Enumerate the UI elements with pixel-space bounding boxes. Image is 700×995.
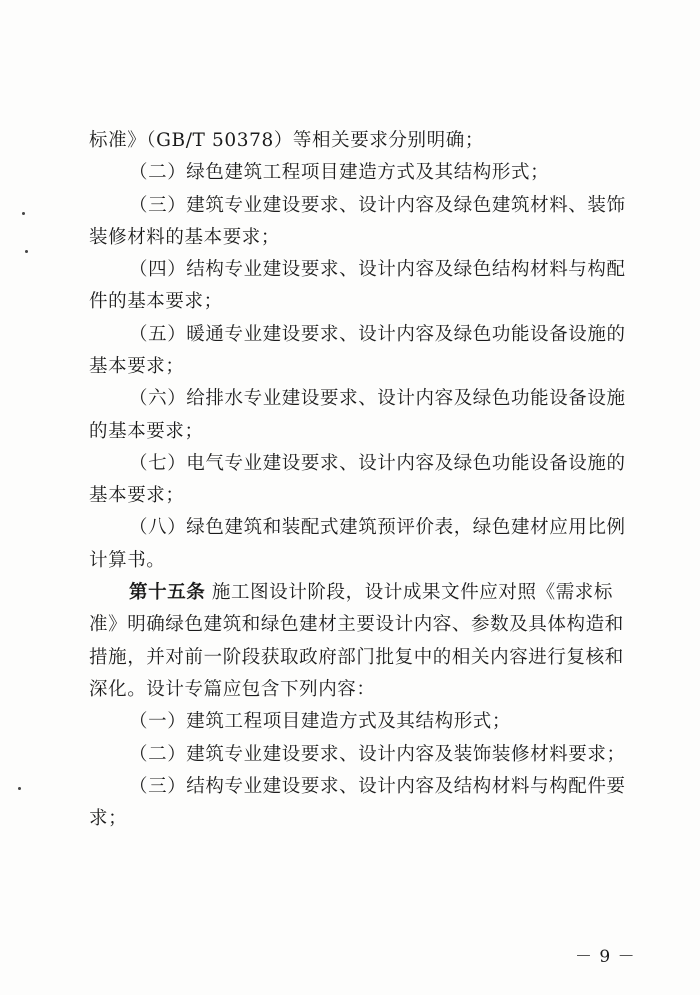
text-line: 求； xyxy=(89,808,128,829)
text-line: （四）结构专业建设要求、设计内容及绿色结构材料与构配 xyxy=(129,259,626,280)
text-line: （七）电气专业建设要求、设计内容及绿色功能设备设施的 xyxy=(129,453,626,474)
text-line: 基本要求； xyxy=(89,356,185,377)
text-line: （二）绿色建筑工程项目建造方式及其结构形式； xyxy=(129,162,550,183)
text-line: （五）暖通专业建设要求、设计内容及绿色功能设备设施的 xyxy=(129,324,626,345)
text-line: 标准》（GB/T 50378）等相关要求分别明确； xyxy=(89,130,484,151)
article-text: 施工图设计阶段，设计成果文件应对照《需求标 xyxy=(211,582,613,603)
text-line: 装修材料的基本要求； xyxy=(89,227,281,248)
article-heading: 第十五条 xyxy=(129,582,206,603)
page-number: － 9 － xyxy=(575,947,636,967)
scan-speck xyxy=(25,250,28,253)
text-line: 计算书。 xyxy=(89,550,166,571)
text-line: 的基本要求； xyxy=(89,421,204,442)
text-line: （八）绿色建筑和装配式建筑预评价表，绿色建材应用比例 xyxy=(129,517,626,538)
text-line: 措施，并对前一阶段获取政府部门批复中的相关内容进行复核和 xyxy=(89,647,624,668)
text-line: 深化。设计专篇应包含下列内容： xyxy=(89,679,376,700)
text-line: （三）结构专业建设要求、设计内容及结构材料与构配件要 xyxy=(129,776,626,797)
scan-speck xyxy=(22,212,25,215)
text-line: （三）建筑专业建设要求、设计内容及绿色建筑材料、装饰 xyxy=(129,195,626,216)
text-line: 件的基本要求； xyxy=(89,291,223,312)
text-line: （一）建筑工程项目建造方式及其结构形式； xyxy=(129,711,512,732)
text-line: 准》明确绿色建筑和绿色建材主要设计内容、参数及具体构造和 xyxy=(89,614,624,635)
scan-speck xyxy=(18,787,21,790)
text-line: 基本要求； xyxy=(89,485,185,506)
text-line: （六）给排水专业建设要求、设计内容及绿色功能设备设施 xyxy=(129,388,626,409)
article-line xyxy=(129,581,613,605)
text-line: （二）建筑专业建设要求、设计内容及装饰装修材料要求； xyxy=(129,744,626,765)
